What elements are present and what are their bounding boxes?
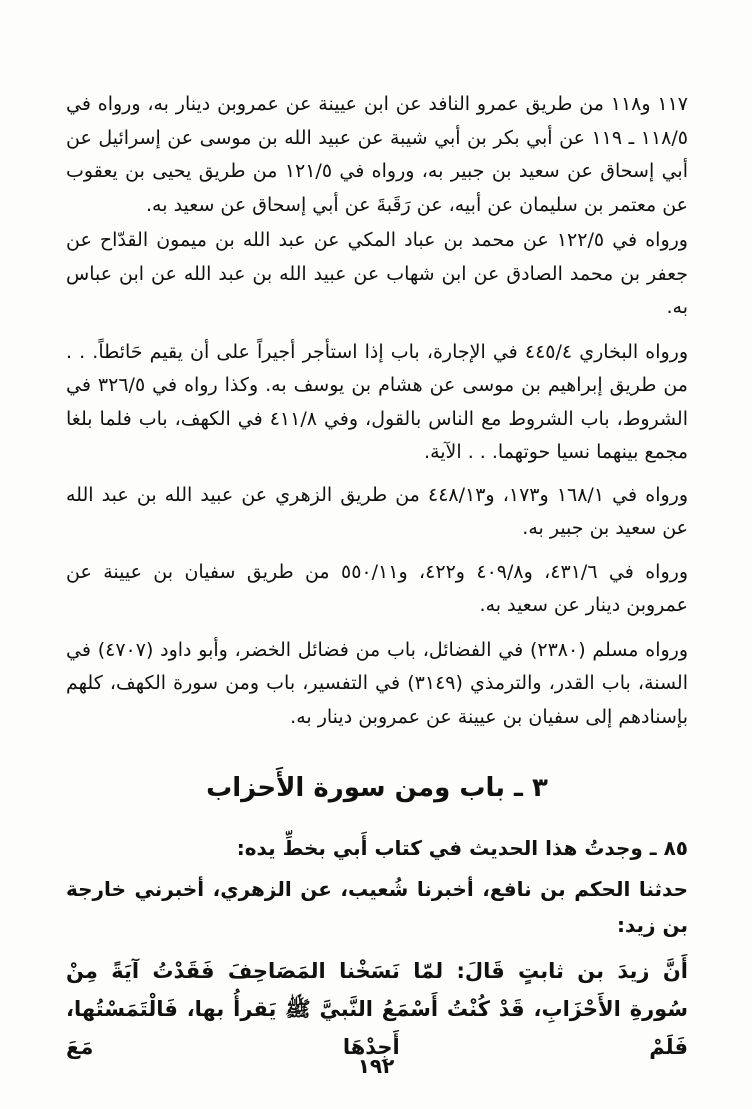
footnote-paragraph-1: ١١٧ و١١٨ من طريق عمرو النافد عن ابن عيينة عن عمروبن دينار به، ورواه في ١١٨/٥ ـ ١١٩ عن أبي بكر بن أبي شيبة عن عبيد الله بن موسى عن إسرائيل عن أبي إسحاق عن سعيد بن جبير به، ورواه في ١٢١/٥ من طريق يحيى بن يعقوب عن معتمر بن سليمان عن أبيه، عن رَقَبةَ عن أبي إسحاق عن سعيد به. [66, 93, 688, 216]
hadith-matn: أَنَّ زيدَ بن ثابتٍ قَالَ: لمّا نَسَخْنا المَصَاحِفَ فَقَدْتُ آيَةً مِنْ سُورةِ الأَحْزَابِ، قَدْ كُنْتُ أَسْمَعُ النَّبيَّ ﷺ يَقرأُ بها، فَالْتَمَسْتُها، فَلَمْ أَجِدْهَا مَعَ [66, 959, 688, 1059]
page-number: ١٩٢ [357, 1054, 395, 1078]
hadith-intro: ٨٥ ـ وجدتُ هذا الحديث في كتاب أَبي بخطِّ يده: [236, 836, 688, 860]
footnote-paragraph-5: ورواه في ٤٣١/٦، و٤٠٩/٨ و٤٢٢، و٥٥٠/١١ من طريق سفيان بن عيينة عن عمروبن دينار عن سعيد به. [66, 560, 688, 616]
footnote-paragraph-3: ورواه البخاري ٤٤٥/٤ في الإجارة، باب إذا استأجر أجيراً على أن يقيم حَائطاً. . . من طريق إبراهيم بن موسى عن هشام بن يوسف به. وكذا رواه في ٣٢٦/٥ في الشروط، باب الشروط مع الناس بالقول، وفي ٤١١/٨ في الكهف، باب فلما بلغا مجمع بينهما نسيا حوتهما. . . الآية. [66, 340, 689, 463]
footnote-paragraph-2: ورواه في ١٢٢/٥ عن محمد بن عباد المكي عن عبد الله بن ميمون القدّاح عن جعفر بن محمد الصادق عن ابن شهاب عن عبيد الله بن عبد الله عن ابن عباس به. [66, 229, 688, 318]
footnote-paragraph-6: ورواه مسلم (٢٣٨٠) في الفضائل، باب من فضائل الخضر، وأبو داود (٤٧٠٧) في السنة، باب القدر، والترمذي (٣١٤٩) في التفسير، باب ومن سورة الكهف، كلهم بإسنادهم إلى سفيان بن عيينة عن عمروبن دينار به. [66, 638, 689, 728]
footnote-paragraph-4: ورواه في ١٦٨/١ و١٧٣، و٤٤٨/١٣ من طريق الزهري عن عبيد الله بن عبد الله عن سعيد بن جبير به. [66, 483, 688, 539]
chapter-heading: ٣ ـ باب ومن سورة الأَحزاب [206, 773, 548, 803]
hadith-isnad: حدثنا الحكم بن نافع، أخبرنا شُعيب، عن الزهري، أخبرني خارجة بن زيد: [66, 877, 688, 937]
